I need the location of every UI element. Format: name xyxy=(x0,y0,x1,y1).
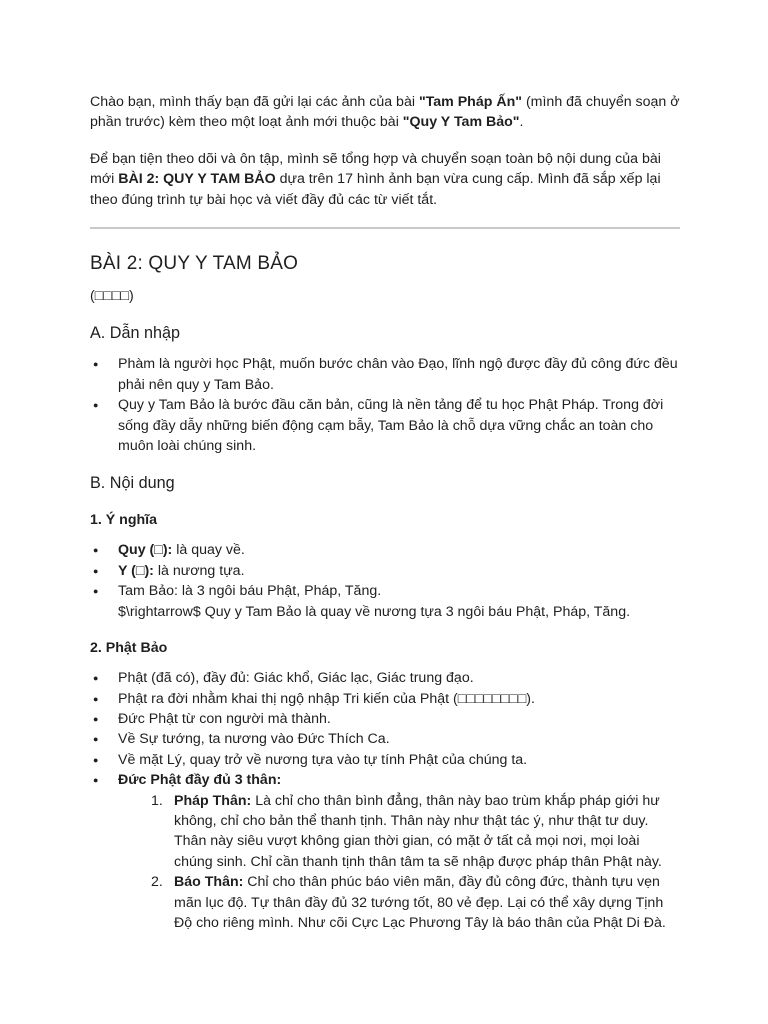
list-item: ● Phật ra đời nhằm khai thị ngộ nhập Tri kiến của Phật (□□□□□□□□). xyxy=(90,689,680,709)
phat-bao-heading: 2. Phật Bảo xyxy=(90,640,168,657)
list-item-three-bodies: ● Đức Phật đầy đủ 3 thân: 1. Pháp Thân: Là chỉ cho thân bình đẳng, thân này bao trùm khắp pháp giới hư không, chỉ cho bản thể thanh tịnh. Thân này như thật tác ý, như thật tư duy. Thân này siêu vượt không gian thời gian, có mặt ở tất cả mọi nơi, mọi loài chúng sinh. Chỉ cần thanh tịnh thân tâm ta sẽ nhập được pháp thân Phật này. 2. Báo Thân: Chỉ cho thân phúc báo viên mãn, đầy đủ công đức, thành tựu vẹn mãn lục độ. Tự thân đầy đủ 32 tướng tốt, 80 vẻ đẹp. Lại có thể xây dựng Tịnh Độ cho riêng mình. Như cõi Cực Lạc Phương Tây là báo thân của Phật Di Đà. xyxy=(90,770,680,933)
list-item: ● Về Sự tướng, ta nương vào Đức Thích Ca. xyxy=(90,729,680,749)
section-b-heading: B. Nội dung xyxy=(90,474,175,493)
list-item-y: ● Y (□): là nương tựa. xyxy=(90,561,680,581)
intro-paragraph-1: Chào bạn, mình thấy bạn đã gửi lại các ảnh của bài "Tam Pháp Ấn" (mình đã chuyển soạn ở phần trước) kèm theo một loạt ảnh mới thuộc bài "Quy Y Tam Bảo". xyxy=(90,94,680,131)
list-item: ● Phàm là người học Phật, muốn bước chân vào Đạo, lĩnh ngộ được đầy đủ công đức đều phải nên quy y Tam Bảo. xyxy=(90,354,680,395)
phat-bao-list xyxy=(90,668,680,933)
meaning-heading: 1. Ý nghĩa xyxy=(90,512,158,529)
intro-paragraph-2: Để bạn tiện theo dõi và ôn tập, mình sẽ tổng hợp và chuyển soạn toàn bộ nội dung của bài mới BÀI 2: QUY Y TAM BẢO dựa trên 17 hình ảnh bạn vừa cung cấp. Mình đã sắp xếp lại theo đúng trình tự bài học và viết đầy đủ các từ viết tắt. xyxy=(90,150,661,208)
three-bodies-list xyxy=(118,791,680,934)
list-item-tam-bao: ● Tam Bảo: là 3 ngôi báu Phật, Pháp, Tăng. $\rightarrow$ Quy y Tam Bảo là quay về nương tựa 3 ngôi báu Phật, Pháp, Tăng. xyxy=(90,581,680,622)
list-item: ● Phật (đã có), đầy đủ: Giác khổ, Giác lạc, Giác trung đạo. xyxy=(90,668,680,688)
numbered-item: 2. Báo Thân: Chỉ cho thân phúc báo viên mãn, đầy đủ công đức, thành tựu vẹn mãn lục độ. Tự thân đầy đủ 32 tướng tốt, 80 vẻ đẹp. Lại có thể xây dựng Tịnh Độ cho riêng mình. Như cõi Cực Lạc Phương Tây là báo thân của Phật Di Đà. xyxy=(151,874,666,931)
section-a-heading: A. Dẫn nhập xyxy=(90,324,180,343)
lesson-han-title: (□□□□) xyxy=(90,288,134,305)
list-item: ● Về mặt Lý, quay trở về nương tựa vào tự tính Phật của chúng ta. xyxy=(90,750,680,770)
section-a-list xyxy=(90,354,680,456)
document-content xyxy=(90,92,680,933)
lesson-title: BÀI 2: QUY Y TAM BẢO xyxy=(90,253,299,275)
list-item: ● Đức Phật từ con người mà thành. xyxy=(90,709,680,729)
list-item: ● Quy y Tam Bảo là bước đầu căn bản, cũng là nền tảng để tu học Phật Pháp. Trong đời sống đầy dẫy những biến động cạm bẫy, Tam Bảo là chỗ dựa vững chắc an toàn cho muôn loài chúng sinh. xyxy=(90,395,680,456)
meaning-list xyxy=(90,540,680,622)
list-item-quy: ● Quy (□): là quay về. xyxy=(90,540,680,560)
numbered-item: 1. Pháp Thân: Là chỉ cho thân bình đẳng, thân này bao trùm khắp pháp giới hư không, chỉ cho bản thể thanh tịnh. Thân này như thật tác ý, như thật tư duy. Thân này siêu vượt không gian thời gian, có mặt ở tất cả mọi nơi, mọi loài chúng sinh. Chỉ cần thanh tịnh thân tâm ta sẽ nhập được pháp thân Phật này. xyxy=(151,792,662,870)
horizontal-divider xyxy=(90,227,680,229)
